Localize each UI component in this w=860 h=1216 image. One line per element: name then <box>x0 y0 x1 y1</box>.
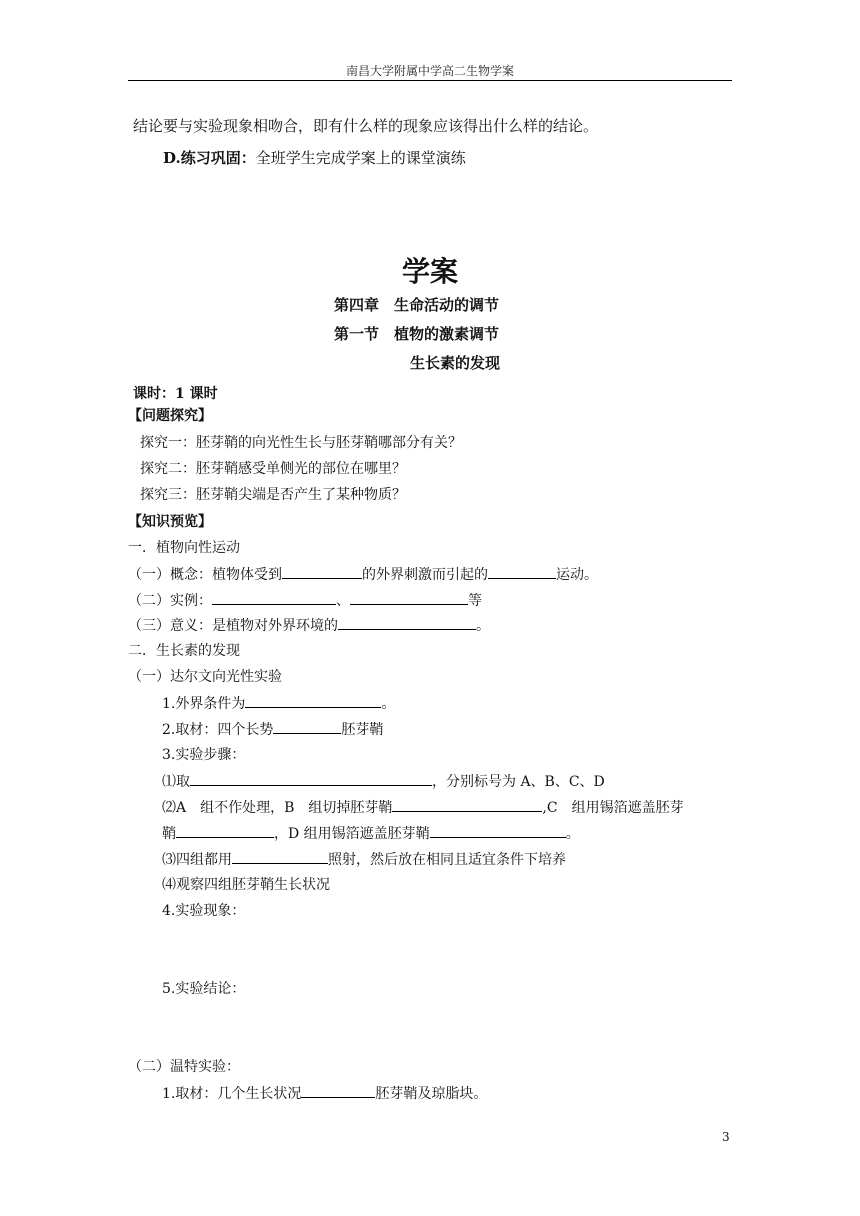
blank-example-1[interactable] <box>212 589 336 605</box>
practice-text: 全班学生完成学案上的课堂演练 <box>255 149 466 167</box>
step-3-text-a: ⑶四组都用 <box>162 852 232 868</box>
section-title: 第一节 植物的激素调节 <box>334 325 500 343</box>
section-1-heading: 一．植物向性运动 <box>128 540 240 556</box>
exp-steps-heading: 3.实验步骤： <box>162 747 246 763</box>
example-text-a: （二）实例： <box>128 593 212 609</box>
blank-significance[interactable] <box>338 614 476 630</box>
inquiry-item-2: 探究二：胚芽鞘感受单侧光的部位在哪里？ <box>140 461 406 477</box>
chapter-title: 第四章 生命活动的调节 <box>334 296 500 314</box>
topic-title: 生长素的发现 <box>410 354 501 372</box>
intro-line-2 <box>163 147 466 168</box>
blank-growth[interactable] <box>273 718 341 734</box>
blank-stimulus[interactable] <box>282 563 362 579</box>
significance-line <box>128 614 490 635</box>
page-title: 学案 <box>401 255 458 288</box>
inquiry-heading: 【问题探究】 <box>128 408 212 424</box>
practice-label: D.练习巩固： <box>163 149 256 167</box>
blank-light[interactable] <box>232 848 328 864</box>
went-material-end: 胚芽鞘及琼脂块。 <box>375 1086 488 1102</box>
blank-condition[interactable] <box>245 692 381 708</box>
blank-step-2c[interactable] <box>430 822 566 838</box>
concept-text-c: 运动。 <box>556 567 598 583</box>
blank-went-growth[interactable] <box>301 1082 375 1098</box>
step-2-cont <box>162 822 580 843</box>
blank-example-2[interactable] <box>350 589 468 605</box>
step-2-text-d: ，D 组用锡箔遮盖胚芽鞘 <box>274 826 430 842</box>
exp-phenomenon: 4.实验现象： <box>162 903 246 919</box>
significance-text-a: （三）意义：是植物对外界环境的 <box>128 618 338 634</box>
went-material-text: 1.取材：几个生长状况 <box>162 1086 302 1102</box>
exp-condition-text: 1.外界条件为 <box>162 696 246 712</box>
step-2 <box>162 796 684 817</box>
exp-material <box>162 718 383 739</box>
inquiry-item-3: 探究三：胚芽鞘尖端是否产生了某种物质？ <box>140 487 406 503</box>
intro-line-1: 结论要与实验现象相吻合，即有什么样的现象应该得出什么样的结论。 <box>133 117 599 135</box>
example-text-c: 等 <box>468 593 482 609</box>
page-header: 南昌大学附属中学高二生物学案 <box>345 64 514 78</box>
page-number: 3 <box>722 1130 730 1144</box>
step-1 <box>162 770 605 791</box>
blank-step-2a[interactable] <box>392 796 542 812</box>
step-2-text-b: ,C 组用锡箔遮盖胚芽 <box>542 800 684 816</box>
blank-step-1[interactable] <box>190 770 432 786</box>
step-3-text-b: 照射，然后放在相同且适宜条件下培养 <box>328 852 566 868</box>
section-2-heading: 二．生长素的发现 <box>128 643 240 659</box>
step-2-text-a: ⑵A 组不作处理，B 组切掉胚芽鞘 <box>162 800 393 816</box>
concept-text-b: 的外界刺激而引起的 <box>362 567 488 583</box>
concept-text-a: （一）概念：植物体受到 <box>128 567 282 583</box>
darwin-heading: （一）达尔文向光性实验 <box>128 669 282 685</box>
exp-material-text: 2.取材：四个长势 <box>162 722 274 738</box>
step-4: ⑷观察四组胚芽鞘生长状况 <box>162 877 330 893</box>
exp-condition <box>162 692 395 713</box>
step-2-text-e: 。 <box>565 826 580 842</box>
step-1-text-b: ，分别标号为 A、B、C、D <box>432 774 605 790</box>
blank-movement[interactable] <box>488 563 556 579</box>
class-hours: 课时：1 课时 <box>133 386 218 402</box>
header-rule <box>128 80 732 81</box>
concept-line <box>128 563 598 584</box>
exp-material-end: 胚芽鞘 <box>341 722 384 738</box>
went-material <box>162 1082 487 1103</box>
went-heading: （二）温特实验： <box>128 1059 240 1075</box>
preview-heading: 【知识预览】 <box>128 514 212 530</box>
exp-conclusion: 5.实验结论： <box>162 981 246 997</box>
significance-text-b: 。 <box>476 618 490 634</box>
exp-condition-end: 。 <box>381 696 396 712</box>
step-3 <box>162 848 566 869</box>
blank-step-2b[interactable] <box>176 822 274 838</box>
step-2-text-c: 鞘 <box>162 826 176 842</box>
inquiry-item-1: 探究一：胚芽鞘的向光性生长与胚芽鞘哪部分有关？ <box>140 435 462 451</box>
example-line <box>128 589 482 610</box>
example-text-b: 、 <box>336 593 350 609</box>
step-1-text-a: ⑴取 <box>162 774 190 790</box>
